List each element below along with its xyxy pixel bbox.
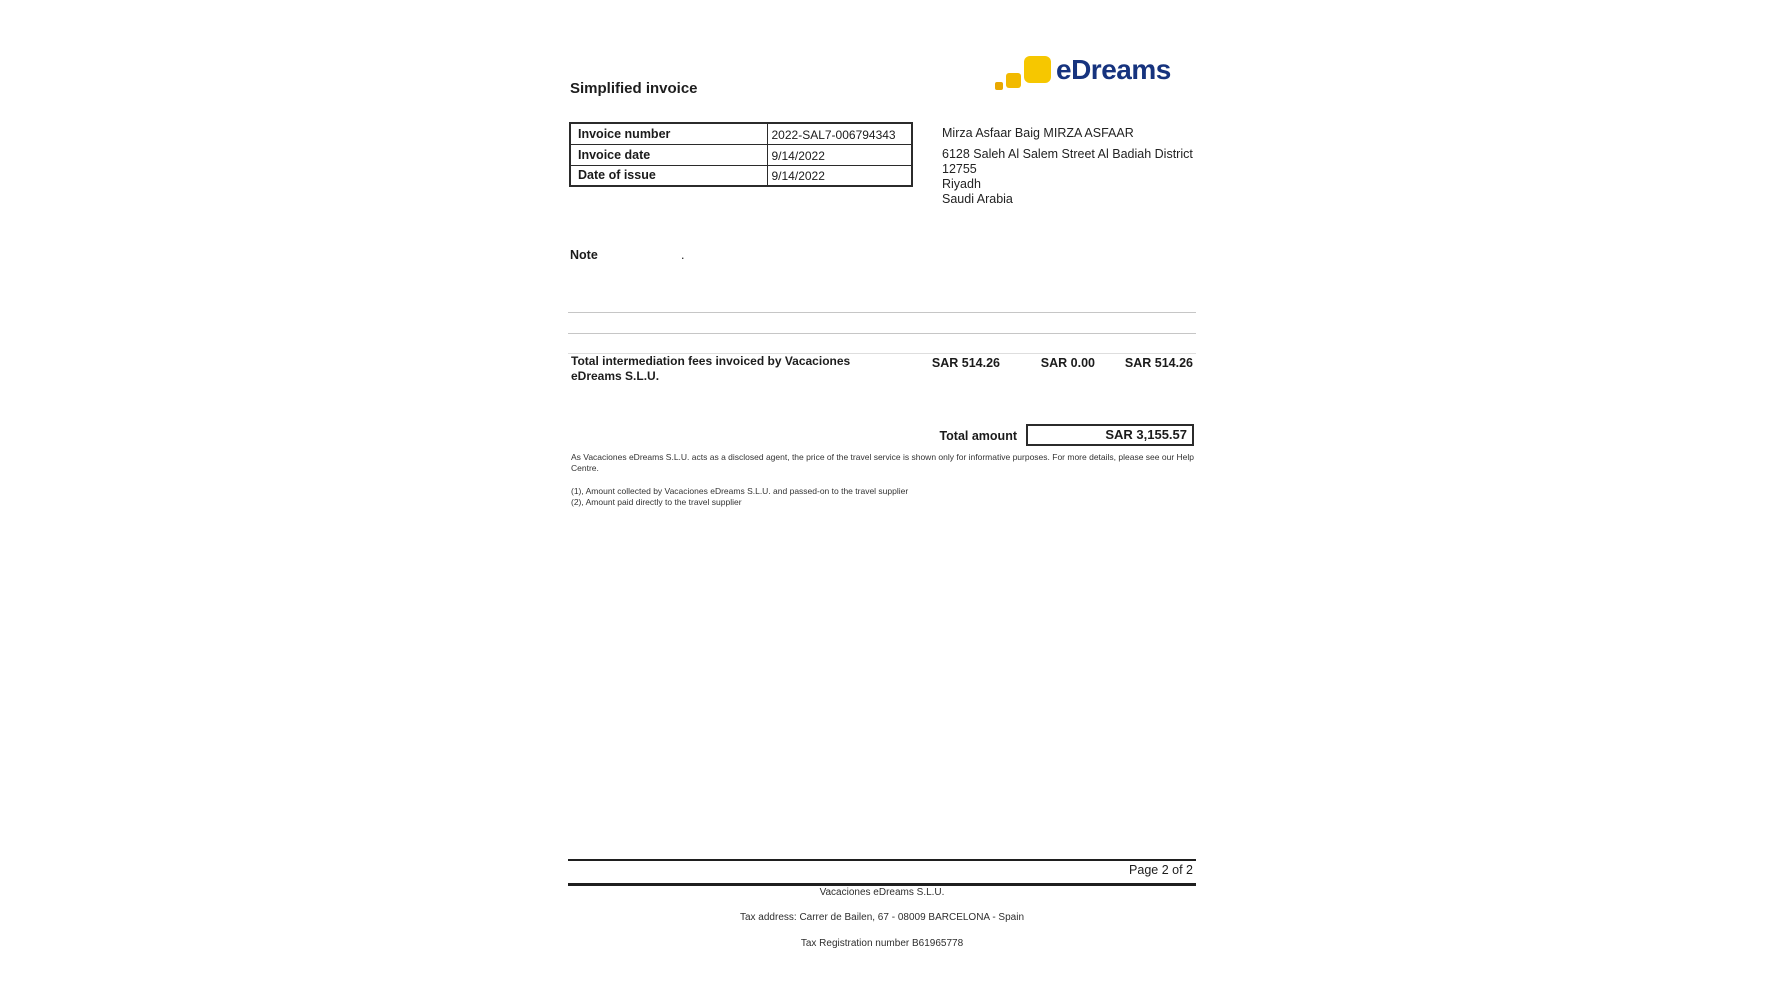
fees-description: Total intermediation fees invoiced by Vacaciones eDreams S.L.U. [571,354,851,383]
footer-bottom-rule [568,883,1196,886]
recipient-address-line: 6128 Saleh Al Salem Street Al Badiah District [942,147,1193,161]
disclaimer-line: As Vacaciones eDreams S.L.U. acts as a disclosed agent, the price of the travel service is shown only for informative purposes. For more details, please see our Help [571,452,1194,462]
table-row [570,123,912,144]
separator-line [568,312,1196,313]
total-amount-value: SAR 3,155.57 [1105,427,1187,442]
invoice-number-value: 2022-SAL7-006794343 [767,123,912,144]
total-amount-box [1026,424,1194,446]
recipient-city: Riyadh [942,177,981,191]
page-indicator: Page 2 of 2 [1129,863,1193,877]
recipient-country: Saudi Arabia [942,192,1013,206]
note-content: . [681,248,685,262]
edreams-logo-text: eDreams [1056,54,1171,85]
footnote-2: (2), Amount paid directly to the travel supplier [571,497,742,507]
disclaimer-line: Centre. [571,463,599,473]
table-row [570,165,912,186]
fees-amount-total: SAR 514.26 [1124,356,1193,370]
fees-amount-collected: SAR 514.26 [931,356,1000,370]
footer-tax-address: Tax address: Carrer de Bailen, 67 - 08009 BARCELONA - Spain [739,912,1025,923]
fees-amount-paid-direct: SAR 0.00 [1040,356,1095,370]
date-of-issue-value: 9/14/2022 [767,165,912,186]
recipient-postal-code: 12755 [942,162,977,176]
recipient-name: Mirza Asfaar Baig MIRZA ASFAAR [942,126,1134,140]
total-amount-label: Total amount [939,429,1017,443]
footer-company-name: Vacaciones eDreams S.L.U. [819,887,945,898]
page-title: Simplified invoice [570,80,698,97]
footer-top-rule [568,859,1196,861]
invoice-date-value: 9/14/2022 [767,144,912,165]
invoice-number-label: Invoice number [570,123,767,144]
logo-square-medium-icon [1006,73,1021,88]
recipient-block [942,126,1193,207]
date-of-issue-label: Date of issue [570,165,767,186]
invoice-details-table [569,122,913,187]
invoice-date-label: Invoice date [570,144,767,165]
table-row [570,144,912,165]
separator-line [568,333,1196,334]
footer-tax-registration: Tax Registration number B61965778 [800,938,964,949]
note-label: Note [570,248,598,262]
logo-square-small-icon [995,82,1003,90]
logo-square-large-icon [1024,56,1051,83]
footnote-1: (1), Amount collected by Vacaciones eDreams S.L.U. and passed-on to the travel supplier [571,486,909,496]
